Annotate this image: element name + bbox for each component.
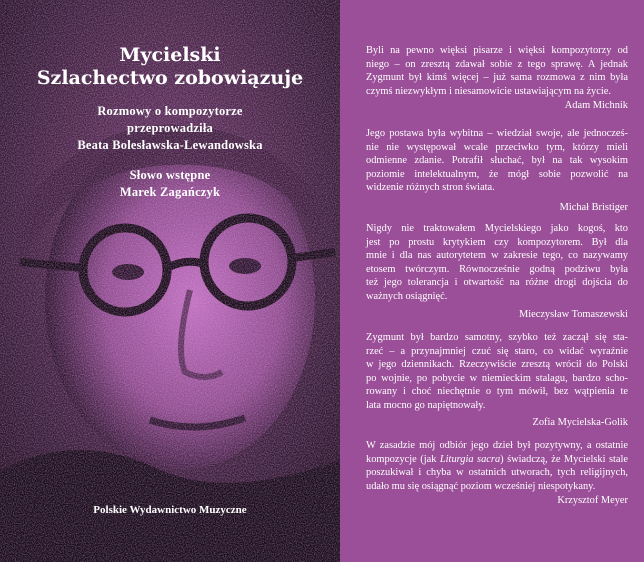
- quote-line: Nigdy nie traktowałem Mycielskiego jako kogoś, kto: [366, 223, 628, 234]
- quote-line: rzeć – a przynajmniej czuć się staro, co widać wyraźnie: [366, 345, 628, 357]
- quote-block: [366, 331, 628, 429]
- publisher-name: Polskie Wydawnictwo Muzyczne: [93, 504, 247, 516]
- quote-line: Zygmunt był bardzo samotny, szybko też zaczął się sta-: [366, 332, 628, 343]
- cover-subtitle-line1: Rozmowy o kompozytorze: [97, 104, 243, 118]
- quote-line: niego – on zresztą zdawał sobie z tego sprawę. A jednak: [366, 58, 628, 70]
- quote-line: Zygmunt był kimś więcej – już sama rozmowa z nim była: [366, 72, 628, 84]
- quote-line: poziomie intelektualnym, że mógł sobie pozwolić na: [366, 168, 628, 180]
- quote-author: Krzysztof Meyer: [557, 495, 628, 507]
- quote-author: Zofia Mycielska-Golik: [532, 416, 628, 428]
- quote-line: też jego tolerancja i otwartość na różne drogi dojścia do: [366, 277, 628, 289]
- quote-line: w jego dziennikach. Rzeczywiście zresztą wrócił do Polski: [366, 359, 628, 371]
- quote-line: po wojnie, po pobycie w niemieckim stalagu, bardzo scho-: [366, 372, 628, 384]
- quote-line: W zasadzie mój odbiór jego dzieł był pozytywny, a ostatnie: [366, 440, 628, 451]
- quote-line: czymś niezwykłym i niesamowicie ustawiającym na życie.: [366, 85, 611, 97]
- quote-line: ważnych osiągnięć.: [366, 290, 448, 302]
- cover-subtitle-line3: Beata Bolesławska-Lewandowska: [77, 138, 263, 152]
- quote-line: Jego postawa była wybitna – wiedział swoje, ale jednocześ-: [366, 128, 628, 139]
- quote-author: Mieczysław Tomaszewski: [518, 308, 628, 320]
- quote-block: [366, 439, 628, 508]
- cover-foreword-line2: Marek Zagańczyk: [119, 185, 221, 199]
- back-cover: [340, 0, 644, 562]
- cover-title-line1: Mycielski: [119, 44, 221, 66]
- quote-line: poszukiwał i chyba w ostatnich utworach, tych religijnych,: [366, 467, 628, 479]
- quote-block: [366, 222, 628, 321]
- work-title: Liturgia sacra: [439, 453, 501, 465]
- quote-block: [366, 127, 628, 215]
- quote-author: Adam Michnik: [564, 100, 628, 112]
- quote-line: kompozycje (jak Liturgia sacra) świadczą, że Mycielski stale: [366, 453, 628, 465]
- quote-line: udało mu się osiągnąć poziom wcześniej niespotykany.: [366, 480, 596, 492]
- quote-line: odmienne zdanie. Potrafił słuchać, był na tak wysokim: [366, 155, 628, 167]
- cover-subtitle-line2: przeprowadziła: [127, 121, 213, 135]
- quote-line: mnie i dla nas autorytetem w zakresie tego, co nazywamy: [366, 250, 628, 262]
- quote-line: rowany i choć niechętnie o tym mówił, bez wątpienia te: [366, 386, 628, 398]
- quote-author: Michał Bristiger: [559, 201, 628, 213]
- cover-title-line2: Szlachectwo zobowiązuje: [36, 67, 304, 89]
- quote-line: etosem twórczym. Równocześnie godną podziwu była: [366, 263, 628, 275]
- quote-line: Byli na pewno więksi pisarze i więksi kompozytorzy od: [366, 45, 628, 56]
- quote-line: jest po prostu krytykiem czy kompozytorem. Był dla: [366, 236, 628, 248]
- quote-block: [366, 44, 628, 113]
- quote-line: lata mocno go napiętnowały.: [366, 399, 486, 411]
- cover-foreword-line1: Słowo wstępne: [129, 168, 211, 182]
- quote-line: widzenie różnych stron świata.: [366, 182, 495, 194]
- quote-line: nie nie występował wcale przeciwko tym, którzy mieli: [366, 141, 628, 153]
